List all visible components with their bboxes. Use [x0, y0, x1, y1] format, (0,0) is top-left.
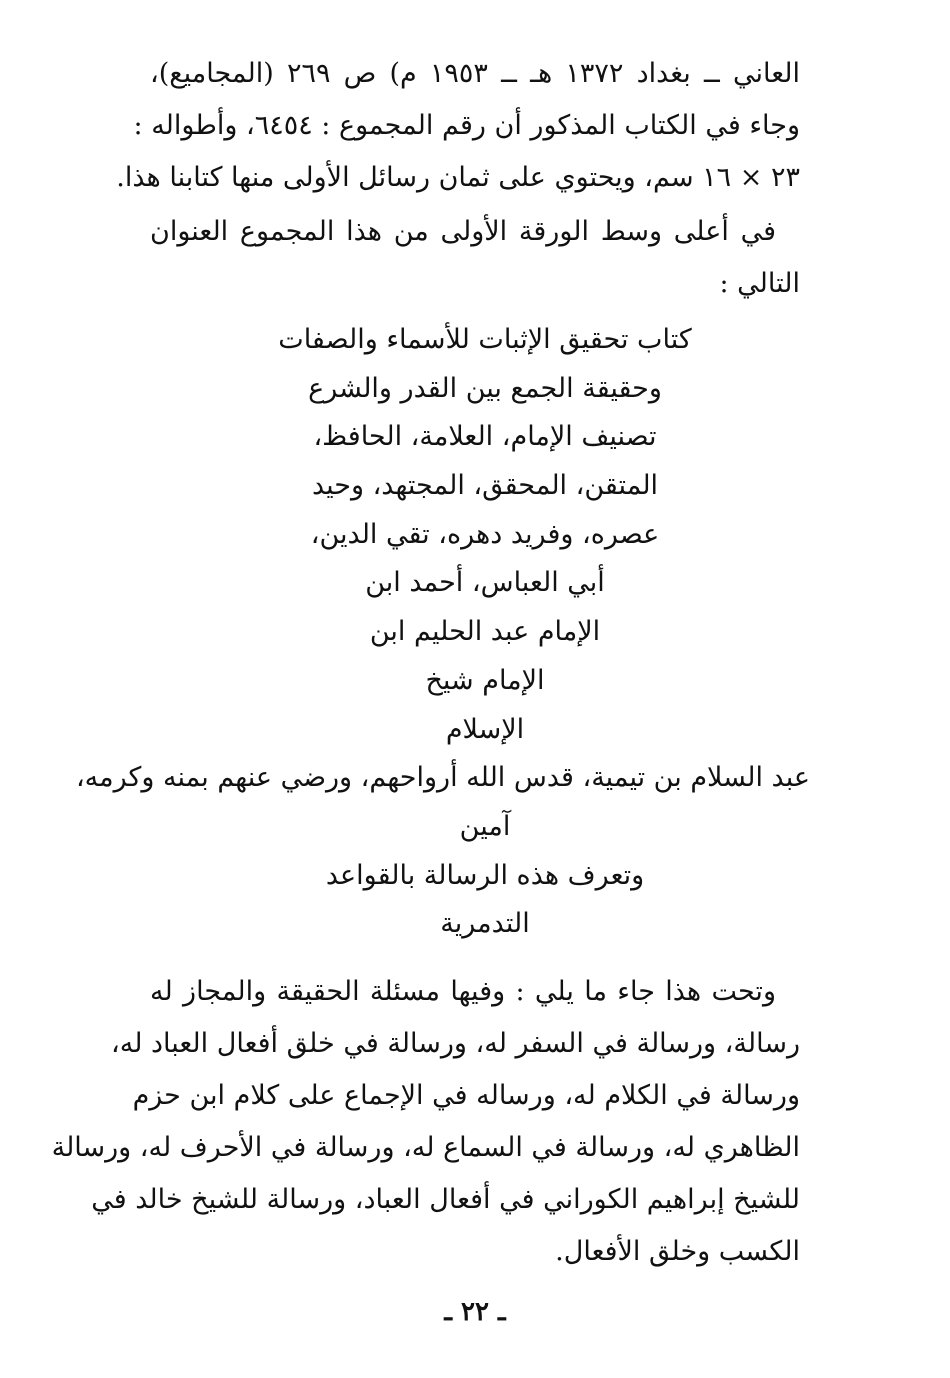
paragraph-3-line: ورسالة في الكلام له، ورساله في الإجماع على كلام ابن حزم: [132, 1080, 800, 1111]
manuscript-title-block: [75, 316, 810, 949]
title-line: عصره، وفريد دهره، تقي الدين،: [310, 518, 660, 550]
title-line: وتعرف هذه الرسالة بالقواعد: [325, 859, 645, 891]
paragraph-3-line: الظاهري له، ورسالة في السماع له، ورسالة في الأحرف له، ورسالة: [51, 1132, 800, 1163]
paragraph-2: [150, 206, 800, 310]
title-line: الإمام عبد الحليم ابن: [369, 616, 601, 648]
title-line: الإمام شيخ: [425, 664, 545, 696]
title-line: آمين: [459, 810, 511, 842]
paragraph-1: [116, 48, 800, 204]
paragraph-3-line: للشيخ إبراهيم الكوراني في أفعال العباد، ورسالة للشيخ خالد في: [91, 1184, 800, 1215]
paragraph-2-line: في أعلى وسط الورقة الأولى من هذا المجموع العنوان: [150, 216, 776, 247]
paragraph-3-line: وتحت هذا جاء ما يلي : وفيها مسئلة الحقيقة والمجاز له: [150, 976, 776, 1007]
title-line: عبد السلام بن تيمية، قدس الله أرواحهم، ورضي عنهم بمنه وكرمه،: [75, 762, 810, 794]
paragraph-3-line: رسالة، ورسالة في السفر له، ورسالة في خلق أفعال العباد له،: [111, 1028, 800, 1059]
paragraph-2-line: التالي :: [719, 268, 800, 299]
title-line: الإسلام: [445, 713, 525, 745]
paragraph-1-line: العاني ــ بغداد ١٣٧٢ هـ ــ ١٩٥٣ م) ص ٢٦٩ (المجاميع)،: [150, 58, 800, 89]
paragraph-1-line: وجاء في الكتاب المذكور أن رقم المجموع : ٦٤٥٤، وأطواله :: [133, 110, 800, 141]
title-line: وحقيقة الجمع بين القدر والشرع: [308, 372, 662, 404]
paragraph-3: [51, 966, 800, 1278]
title-line: كتاب تحقيق الإثبات للأسماء والصفات: [278, 324, 692, 355]
title-line: المتقن، المحقق، المجتهد، وحيد: [311, 470, 659, 502]
paragraph-1-line: ٢٣ × ١٦ سم، ويحتوي على ثمان رسائل الأولى منها كتابنا هذا.: [116, 162, 800, 193]
page-number: ـ ٢٢ ـ: [444, 1297, 506, 1327]
title-line: تصنيف الإمام، العلامة، الحافظ،: [313, 421, 657, 453]
title-line: التدمرية: [440, 908, 530, 940]
paragraph-3-line: الكسب وخلق الأفعال.: [555, 1236, 800, 1267]
title-line: أبي العباس، أحمد ابن: [365, 567, 605, 599]
